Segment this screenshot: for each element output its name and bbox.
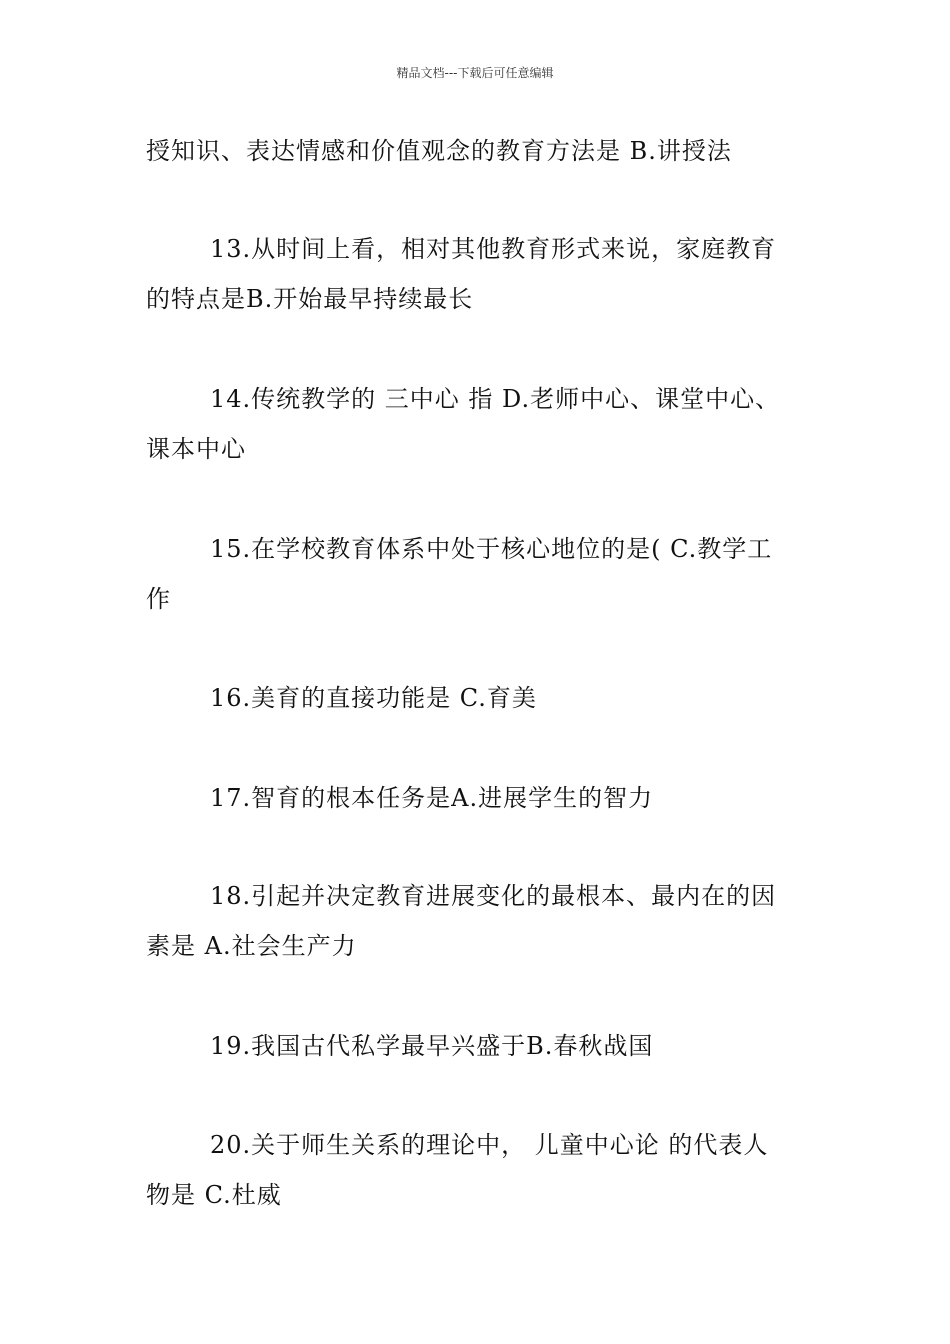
question-20-line-1: 20.关于师生关系的理论中， 儿童中心论 的代表人	[210, 1131, 769, 1159]
page-header: 精品文档---下载后可任意编辑	[396, 66, 554, 80]
question-18-line-1: 18.引起并决定教育进展变化的最根本、最内在的因	[210, 882, 777, 910]
question-14-line-1: 14.传统教学的 三中心 指 D.老师中心、课堂中心、	[210, 385, 781, 413]
question-16-line: 16.美育的直接功能是 C.育美	[210, 684, 537, 712]
question-15-line-1: 15.在学校教育体系中处于核心地位的是( C.教学工	[210, 535, 773, 563]
question-19-line: 19.我国古代私学最早兴盛于B.春秋战国	[210, 1032, 654, 1060]
question-18-line-2: 素是 A.社会生产力	[146, 932, 357, 960]
question-17-line: 17.智育的根本任务是A.进展学生的智力	[210, 784, 654, 812]
text-line: 授知识、表达情感和价值观念的教育方法是 B.讲授法	[146, 137, 732, 165]
question-15-line-2: 作	[146, 585, 171, 613]
question-20-line-2: 物是 C.杜威	[146, 1181, 282, 1209]
question-13-line-2: 的特点是B.开始最早持续最长	[146, 285, 474, 313]
question-14-line-2: 课本中心	[146, 435, 246, 463]
question-13-line-1: 13.从时间上看，相对其他教育形式来说，家庭教育	[210, 235, 777, 263]
